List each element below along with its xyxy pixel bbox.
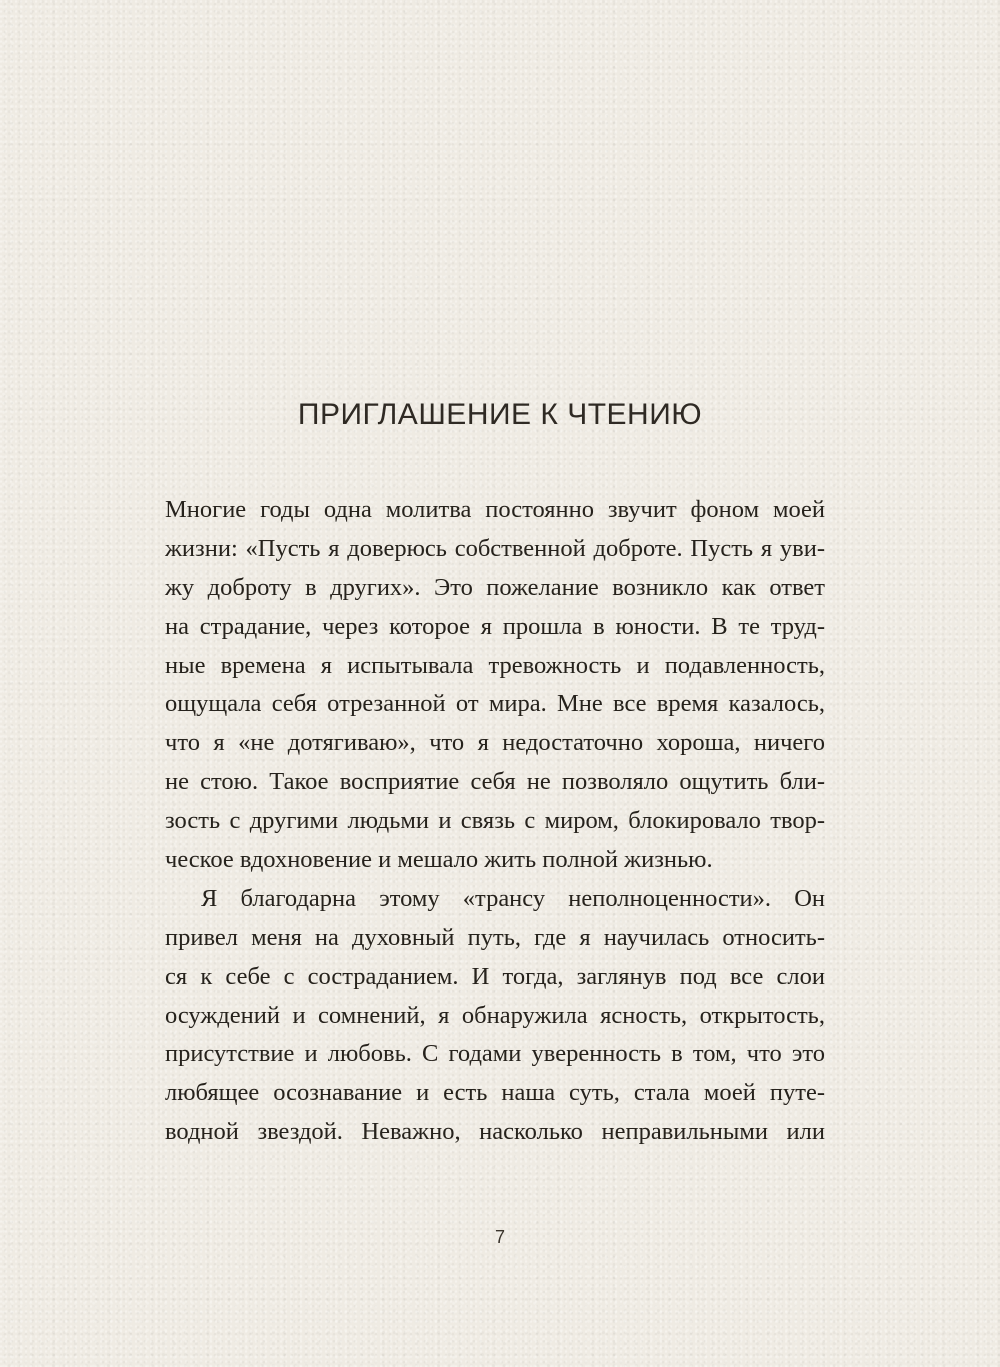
text-line: присутствие и любовь. С годами уверенность в том, что это xyxy=(165,1040,825,1068)
chapter-title: ПРИГЛАШЕНИЕ К ЧТЕНИЮ xyxy=(297,398,703,431)
text-line: осуждений и сомнений, я обнаружила ясность, открытость, xyxy=(165,1001,825,1029)
text-line: зость с другими людьми и связь с миром, блокировало твор- xyxy=(165,807,825,835)
text-line: водной звездой. Неважно, насколько неправильными или xyxy=(165,1118,825,1146)
text-line: на страдание, через которое я прошла в юности. В те труд- xyxy=(165,612,825,640)
text-line: ся к себе с состраданием. И тогда, заглянув под все слои xyxy=(165,962,825,990)
text-line: ческое вдохновение и мешало жить полной жизнью. xyxy=(165,846,713,874)
text-line: жу доброту в других». Это пожелание возникло как ответ xyxy=(165,573,825,601)
text-line: ные времена я испытывала тревожность и подавленность, xyxy=(165,651,825,679)
text-line: Я благодарна этому «трансу неполноценности». Он xyxy=(201,884,825,912)
text-line: привел меня на духовный путь, где я научилась относить- xyxy=(165,923,825,951)
text-line: жизни: «Пусть я доверюсь собственной доброте. Пусть я уви- xyxy=(165,534,825,562)
text-line: не стою. Такое восприятие себя не позволяло ощутить бли- xyxy=(165,768,825,796)
body-text xyxy=(165,491,825,1152)
text-line: Многие годы одна молитва постоянно звучит фоном моей xyxy=(165,496,825,523)
text-line: любящее осознавание и есть наша суть, стала моей путе- xyxy=(165,1079,825,1107)
text-line: ощущала себя отрезанной от мира. Мне все время казалось, xyxy=(165,690,825,718)
page-number: 7 xyxy=(494,1227,505,1247)
text-line: что я «не дотягиваю», что я недостаточно хороша, ничего xyxy=(165,729,825,757)
